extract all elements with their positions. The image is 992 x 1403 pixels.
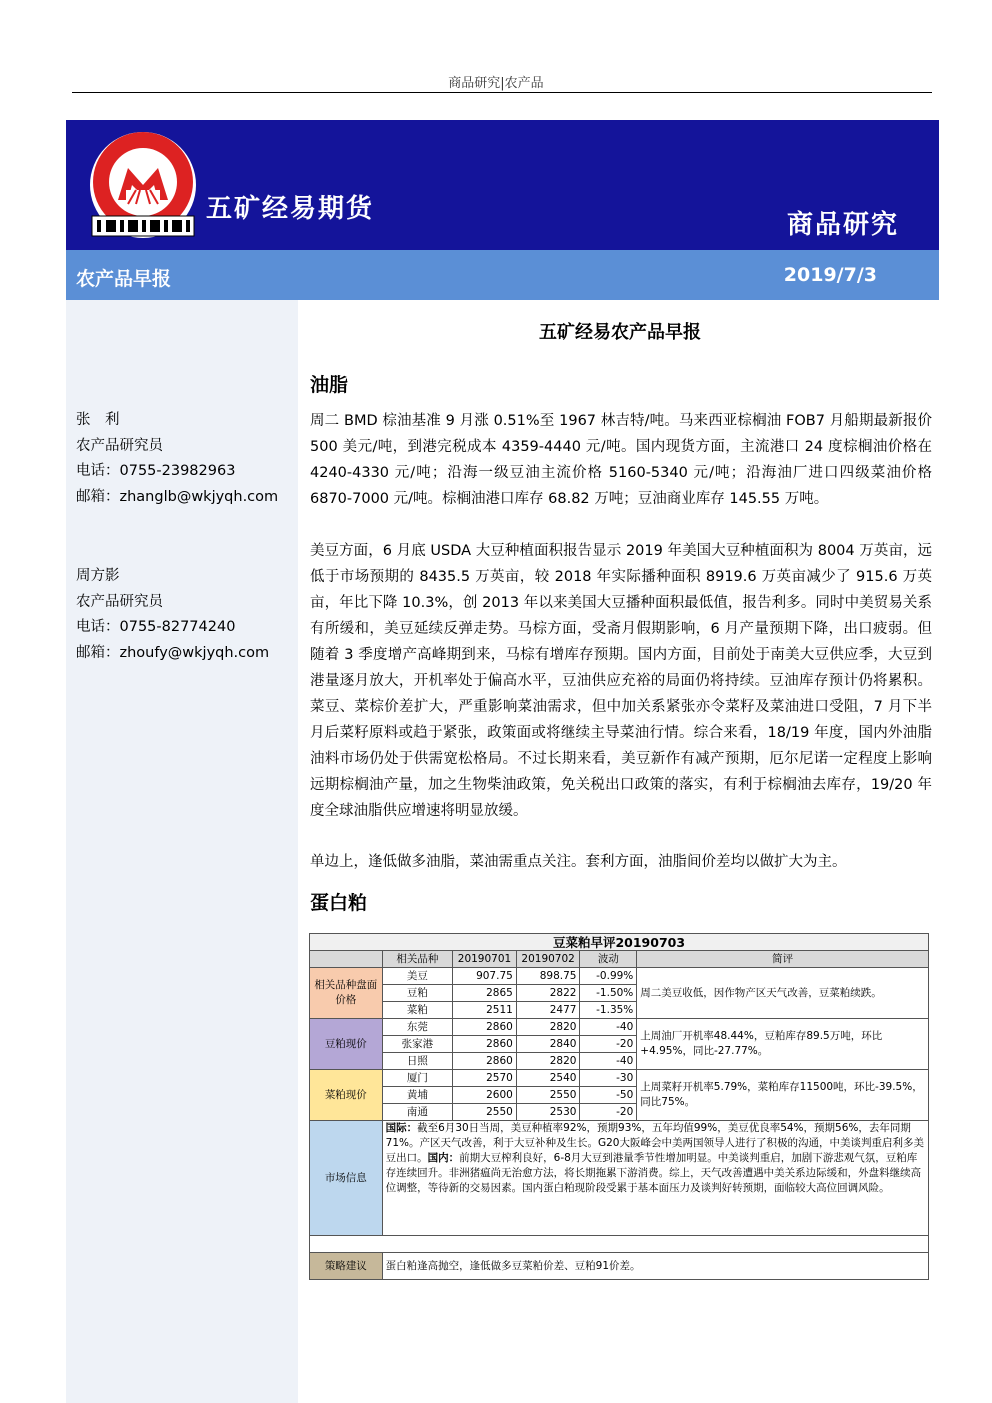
table-row bbox=[310, 1070, 929, 1087]
table-row bbox=[310, 1121, 929, 1236]
analyst-card bbox=[76, 564, 269, 666]
table-cell: 2550 bbox=[516, 1087, 580, 1104]
table-cell: -40 bbox=[580, 1019, 637, 1036]
analyst-email: 邮箱：zhoufy@wkjyqh.com bbox=[76, 644, 270, 661]
report-subbar bbox=[66, 250, 939, 300]
section-heading-protein-meal: 蛋白粕 bbox=[310, 892, 368, 914]
table-cell: 日照 bbox=[382, 1053, 453, 1070]
company-name: 五矿经易期货 bbox=[206, 194, 375, 224]
row-category: 策略建议 bbox=[310, 1253, 383, 1280]
report-banner bbox=[66, 120, 939, 250]
analyst-phone: 电话：0755-23982963 bbox=[76, 463, 236, 479]
row-category: 相关品种盘面价格 bbox=[310, 968, 383, 1019]
table-title: 豆菜粕早评20190703 bbox=[310, 934, 929, 951]
strategy-text: 蛋白粕逢高抛空，逢低做多豆菜粕价差、豆粕91价差。 bbox=[382, 1253, 928, 1280]
table-row bbox=[310, 968, 929, 985]
row-note: 周二美豆收低，因作物产区天气改善，豆菜粕续跌。 bbox=[637, 968, 929, 1019]
table-cell: -50 bbox=[580, 1087, 637, 1104]
column-header: 波动 bbox=[580, 951, 637, 968]
table-cell: 张家港 bbox=[382, 1036, 453, 1053]
column-header: 20190701 bbox=[453, 951, 517, 968]
table-cell: 2511 bbox=[453, 1002, 517, 1019]
table-cell: -1.50% bbox=[580, 985, 637, 1002]
analyst-name: 张 利 bbox=[76, 412, 120, 428]
table-row bbox=[310, 1253, 929, 1280]
table-cell: 菜粕 bbox=[382, 1002, 453, 1019]
table-cell: 2822 bbox=[516, 985, 580, 1002]
analyst-card bbox=[76, 408, 278, 510]
intl-label: 国际： bbox=[385, 1122, 418, 1134]
table-cell: -40 bbox=[580, 1053, 637, 1070]
report-type: 农产品早报 bbox=[76, 268, 172, 290]
table-cell: 2860 bbox=[453, 1019, 517, 1036]
market-info-text bbox=[382, 1121, 928, 1236]
table-cell: 2820 bbox=[516, 1053, 580, 1070]
table-cell: 黄埔 bbox=[382, 1087, 453, 1104]
column-header: 相关品种 bbox=[382, 951, 453, 968]
table-cell: 豆粕 bbox=[382, 985, 453, 1002]
table-cell: 907.75 bbox=[453, 968, 517, 985]
row-note: 上周油厂开机率48.44%，豆粕库存89.5万吨，环比+4.95%，同比-27.77%。 bbox=[637, 1019, 929, 1070]
table-cell: -1.35% bbox=[580, 1002, 637, 1019]
analyst-title: 农产品研究员 bbox=[76, 593, 163, 610]
header-rule bbox=[72, 92, 932, 93]
row-category: 菜粕现价 bbox=[310, 1070, 383, 1121]
row-note: 上周菜籽开机率5.79%，菜粕库存11500吨，环比-39.5%，同比75%。 bbox=[637, 1070, 929, 1121]
section-heading-oils: 油脂 bbox=[310, 374, 349, 396]
table-cell: 2540 bbox=[516, 1070, 580, 1087]
analyst-title: 农产品研究员 bbox=[76, 437, 163, 454]
row-category: 市场信息 bbox=[310, 1121, 383, 1236]
column-header: 简评 bbox=[637, 951, 929, 968]
page-header-category: 商品研究|农产品 bbox=[448, 76, 544, 91]
table-cell: 898.75 bbox=[516, 968, 580, 985]
table-cell: 2477 bbox=[516, 1002, 580, 1019]
row-category: 豆粕现价 bbox=[310, 1019, 383, 1070]
analyst-name: 周方影 bbox=[76, 568, 120, 584]
document-title: 五矿经易农产品早报 bbox=[539, 322, 701, 343]
table-row bbox=[310, 1019, 929, 1036]
table-cell: -20 bbox=[580, 1036, 637, 1053]
table-cell: 南通 bbox=[382, 1104, 453, 1121]
table-cell: 2820 bbox=[516, 1019, 580, 1036]
table-cell: -0.99% bbox=[580, 968, 637, 985]
meal-review-table bbox=[309, 933, 929, 1280]
table-cell: 2600 bbox=[453, 1087, 517, 1104]
table-cell: -30 bbox=[580, 1070, 637, 1087]
table-cell: -20 bbox=[580, 1104, 637, 1121]
paragraph: 美豆方面，6 月底 USDA 大豆种植面积报告显示 2019 年美国大豆种植面积为 8004 万英亩，远低于市场预期的 8435.5 万英亩，较 2018 年实际播种面积 8919.6 万英亩减少了 915.6 万英亩，年比下降 10.3%，创 2013 年以来美国大豆播种面积最低值，报告利多。同时中美贸易关系有所缓和，美豆延续反弹走势。马棕方面，受斋月假期影响，6 月产量预期下降，出口疲弱。但随着 3 季度增产高峰期到来，马棕有增库存预期。国内方面，目前处于南美大豆供应季，大豆到港量逐月放大，开机率处于偏高水平，豆油供应充裕的局面仍将持续。豆油库存预计仍将累积。菜豆、菜棕价差扩大，严重影响菜油需求，但中加关系紧张亦令菜籽及菜油进口受阻，7 月下半月后菜籽原料或趋于紧张，政策面或将继续主导菜油行情。综合来看，18/19 年度，国内外油脂油料市场仍处于供需宽松格局。不过长期来看，美豆新作有减产预期，厄尔尼诺一定程度上影响远期棕榈油产量，加之生物柴油政策，免关税出口政策的落实，有利于棕榈油去库存，19/20 年度全球油脂供应增速将明显放缓。 bbox=[310, 543, 932, 819]
table-cell: 2860 bbox=[453, 1053, 517, 1070]
table-cell: 2865 bbox=[453, 985, 517, 1002]
paragraph: 周二 BMD 棕油基准 9 月涨 0.51%至 1967 林吉特/吨。马来西亚棕榈油 FOB7 月船期最新报价 500 美元/吨，到港完税成本 4359-4440 元/吨。国内现货方面，主流港口 24 度棕榈油价格在 4240-4330 元/吨；沿海一级豆油主流价格 5160-5340 元/吨；沿海油厂进口四级菜油价格 6870-7000 元/吨。棕榈油港口库存 68.82 万吨；豆油商业库存 145.55 万吨。 bbox=[310, 413, 932, 507]
dom-text: 前期大豆榨利良好，6-8月大豆到港量季节性增加明显。中美谈判重启，加剧下游悲观气氛，豆粕库存连续回升。非洲猪瘟尚无治愈方法，将长期拖累下游消费。综上，天气改善遭遇中美关系边际缓和，外盘料继续高位调整，等待新的交易因素。国内蛋白粕现阶段受累于基本面压力及谈判好转预期，面临较大高位回调风险。 bbox=[385, 1152, 922, 1194]
table-cell: 2860 bbox=[453, 1036, 517, 1053]
table-cell: 2550 bbox=[453, 1104, 517, 1121]
banner-section-title: 商品研究 bbox=[786, 210, 899, 240]
analyst-email: 邮箱：zhanglb@wkjyqh.com bbox=[76, 488, 279, 505]
dom-label: 国内： bbox=[427, 1152, 460, 1164]
column-header: 20190702 bbox=[516, 951, 580, 968]
table-cell: 厦门 bbox=[382, 1070, 453, 1087]
analyst-phone: 电话：0755-82774240 bbox=[76, 619, 236, 635]
intl-text: 截至6月30日当周，美豆种植率92%，预期93%，五年均值99%，美豆优良率54%，预期56%，去年同期71%。产区天气改善，利于大豆补种及生长。G20大阪峰会中美两国领导人进行了积极的沟通，中美谈判重启利多美豆出口。 bbox=[385, 1122, 924, 1164]
table-cell: 美豆 bbox=[382, 968, 453, 985]
table-cell: 2530 bbox=[516, 1104, 580, 1121]
report-date: 2019/7/3 bbox=[783, 264, 877, 286]
table-cell: 2840 bbox=[516, 1036, 580, 1053]
table-cell: 东莞 bbox=[382, 1019, 453, 1036]
minmetals-logo-icon bbox=[88, 130, 198, 240]
table-cell: 2570 bbox=[453, 1070, 517, 1087]
paragraph: 单边上，逢低做多油脂，菜油需重点关注。套利方面，油脂间价差均以做扩大为主。 bbox=[310, 854, 847, 870]
